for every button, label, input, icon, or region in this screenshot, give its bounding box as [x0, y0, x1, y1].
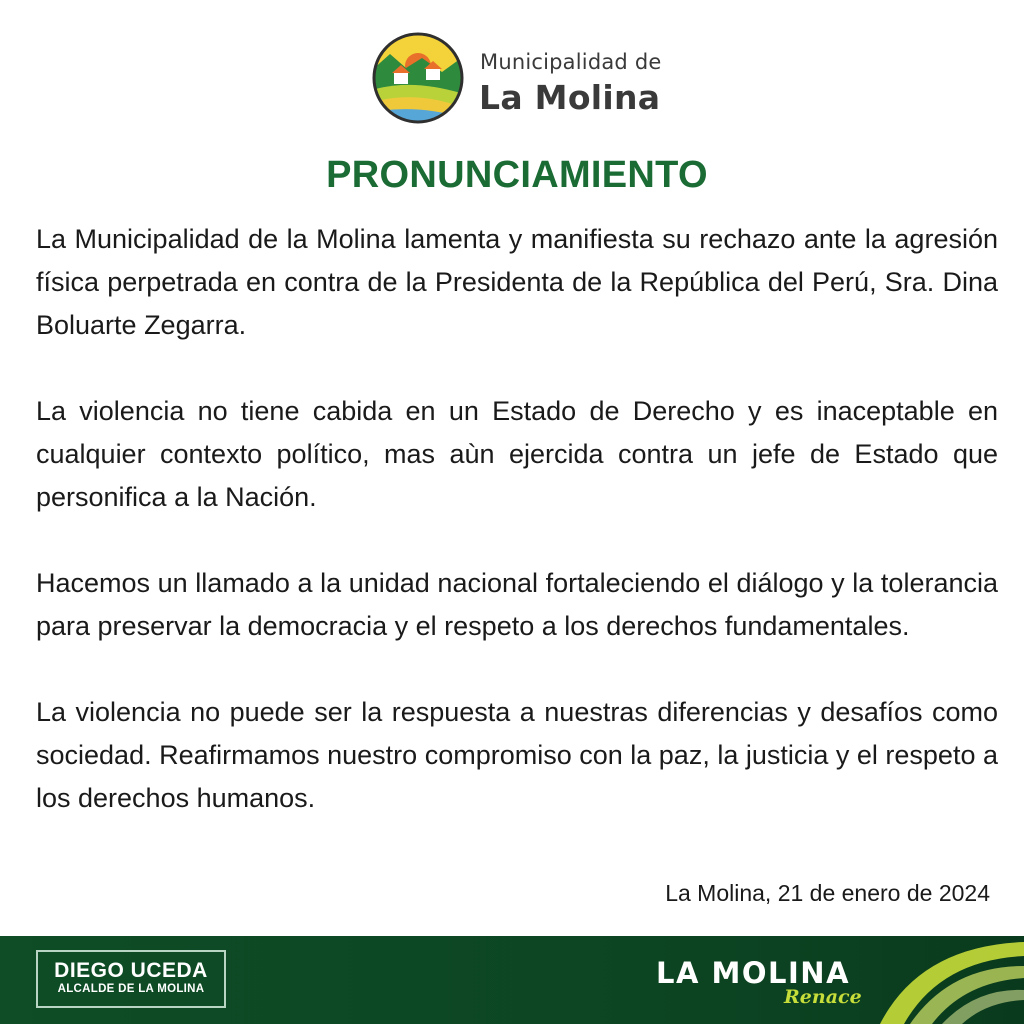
- logo-title: La Molina: [479, 78, 661, 117]
- header: [0, 26, 1024, 130]
- brand-tagline: Renace: [784, 986, 862, 1008]
- brand-logo-text: LA MOLINA: [656, 956, 851, 990]
- paragraph-1: La Municipalidad de la Molina lamenta y manifiesta su rechazo ante la agresión física perpetrada en contra de la Presidenta de la República del Perú, Sra. Dina Boluarte Zegarra.: [36, 224, 998, 340]
- footer-swoosh-icon: [860, 936, 1024, 1024]
- page-title: PRONUNCIAMIENTO: [326, 154, 708, 196]
- mayor-role: ALCALDE DE LA MOLINA: [57, 983, 205, 995]
- mayor-name: DIEGO UCEDA: [54, 959, 208, 982]
- mayor-badge: [36, 950, 226, 1008]
- logo-subtitle: Municipalidad de: [480, 50, 662, 74]
- municipality-logo-icon: [372, 28, 464, 126]
- paragraph-3: Hacemos un llamado a la unidad nacional fortaleciendo el diálogo y la tolerancia para preservar la democracia y el respeto a los derechos fundamentales.: [36, 568, 998, 641]
- statement-body: [36, 218, 998, 863]
- paragraph-2: La violencia no tiene cabida en un Estado de Derecho y es inaceptable en cualquier contexto político, mas aùn ejercida contra un jefe de Estado que personifica a la Nación.: [36, 396, 998, 512]
- footer-banner: [0, 936, 1024, 1024]
- paragraph-4: La violencia no puede ser la respuesta a nuestras diferencias y desafíos como sociedad. Reafirmamos nuestro compromiso con la paz, la justicia y el respeto a los derechos humanos.: [36, 697, 998, 813]
- date-line: La Molina, 21 de enero de 2024: [665, 880, 990, 906]
